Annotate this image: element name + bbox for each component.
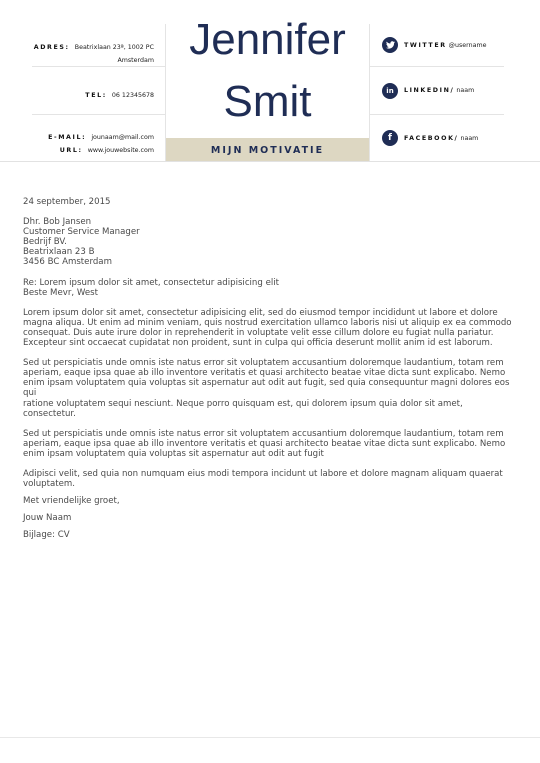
paragraph-4 <box>23 469 513 489</box>
header-bottom-rule <box>0 161 540 162</box>
linkedin-handle[interactable]: naam <box>456 87 475 94</box>
address-block <box>32 24 165 67</box>
recipient-block <box>23 217 513 267</box>
paragraph-line: enim ipsam voluptatem quia voluptas sit aspernatur aut odit aut fugit, sed quia consequuntur magni dolores eos qui <box>23 378 510 399</box>
recipient-name: Dhr. Bob Jansen <box>23 217 92 228</box>
twitter-row[interactable] <box>370 24 504 67</box>
email-label: E-MAIL: <box>48 134 87 141</box>
recipient-title: Customer Service Manager <box>23 227 140 238</box>
url-label: URL: <box>59 147 83 154</box>
section-title: MIJN MOTIVATIE <box>210 145 325 156</box>
section-title-band <box>166 138 369 161</box>
recipient-company: Bedrijf BV. <box>23 237 67 248</box>
address-label: ADRES: <box>33 44 70 51</box>
recipient-city: 3456 BC Amsterdam <box>23 257 112 268</box>
phone-block <box>32 67 165 115</box>
facebook-handle[interactable]: naam <box>460 134 479 142</box>
letter-signature: Jouw Naam <box>23 513 72 524</box>
facebook-f-icon[interactable]: f <box>382 130 398 146</box>
last-name: Smit <box>223 77 312 126</box>
twitter-handle[interactable]: @username <box>448 41 487 49</box>
paragraph-3 <box>23 429 513 459</box>
phone-label: TEL: <box>85 92 107 99</box>
letter-body <box>23 197 513 540</box>
twitter-label: TWITTER <box>404 41 447 49</box>
resume-header <box>0 0 540 162</box>
first-name: Jennifer <box>189 15 346 64</box>
paragraph-line: Sed ut perspiciatis unde omnis iste natus error sit voluptatem accusantium doloremque laudantium, totam rem <box>23 428 504 439</box>
social-column <box>370 24 504 161</box>
paragraph-line: Adipisci velit, sed quia non numquam eius modi tempora incidunt ut labore et dolore magnam aliquam quaerat <box>23 468 503 479</box>
linkedin-row[interactable] <box>370 67 504 115</box>
email-value[interactable]: jounaam@mail.com <box>91 134 154 141</box>
paragraph-line: voluptatem. <box>23 479 76 490</box>
paragraph-line: Lorem ipsum dolor sit amet, consectetur adipisicing elit, sed do eiusmod tempor incididunt ut labore et dolore <box>23 307 498 318</box>
paragraph-line: enim ipsam voluptatem quia voluptas sit aspernatur aut odit aut fugit <box>23 448 324 459</box>
paragraph-line: aperiam, eaque ipsa quae ab illo inventore veritatis et quasi architecto beatae vitae dicta sunt explicabo. Nemo <box>23 368 506 379</box>
paragraph-line: consequat. Duis aute irure dolor in reprehenderit in voluptate velit esse cillum dolore eu fugiat nulla pariatur. <box>23 327 494 338</box>
address-line1: Beatrixlaan 23ª, 1002 PC <box>74 44 154 51</box>
name-block <box>166 0 369 161</box>
paragraph-1 <box>23 308 513 348</box>
paragraph-line: magna aliqua. Ut enim ad minim veniam, quis nostrud exercitation ullamco laboris nisi ut aliquip ex ea commodo <box>23 317 512 328</box>
recipient-street: Beatrixlaan 23 B <box>23 247 95 258</box>
paragraph-line: Excepteur sint occaecat cupidatat non proident, sunt in culpa qui officia deserunt mollit anim id est laborum. <box>23 338 493 349</box>
paragraph-line: aperiam, eaque ipsa quae ab illo inventore veritatis et quasi architecto beatae vitae dicta sunt explicabo. Nemo <box>23 438 506 449</box>
paragraph-2 <box>23 358 513 419</box>
footer-rule <box>0 737 540 738</box>
facebook-label: FACEBOOK/ <box>404 134 459 142</box>
url-value[interactable]: www.jouwebsite.com <box>87 147 154 154</box>
address-line2: Amsterdam <box>117 57 154 64</box>
letter-salutation: Beste Mevr, West <box>23 287 98 298</box>
letter-date: 24 september, 2015 <box>23 197 111 207</box>
twitter-bird-icon[interactable] <box>382 37 398 53</box>
linkedin-label: LINKEDIN/ <box>404 87 455 94</box>
paragraph-line: ratione voluptatem sequi nesciunt. Neque porro quisquam est, qui dolorem ipsum quia dolor sit amet, consectetur. <box>23 398 463 419</box>
phone-value: 06 12345678 <box>111 92 154 99</box>
letter-attachment: Bijlage: CV <box>23 530 70 541</box>
letter-subject: Re: Lorem ipsum dolor sit amet, consectetur adipisicing elit <box>23 277 279 288</box>
facebook-row[interactable] <box>370 115 504 161</box>
contact-column <box>32 24 165 161</box>
paragraph-line: Sed ut perspiciatis unde omnis iste natus error sit voluptatem accusantium doloremque laudantium, totam rem <box>23 358 504 369</box>
linkedin-in-icon[interactable]: in <box>382 83 398 99</box>
letter-closing: Met vriendelijke groet, <box>23 496 120 507</box>
email-url-block <box>32 115 165 161</box>
